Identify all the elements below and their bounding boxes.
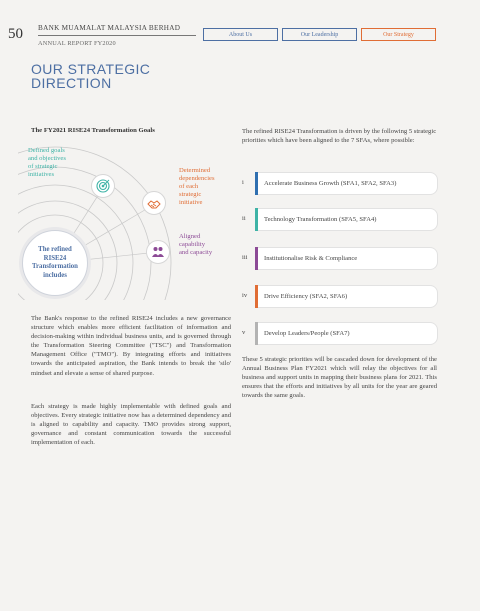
target-icon <box>91 174 115 198</box>
priority-item <box>242 285 437 308</box>
priority-item <box>242 322 437 345</box>
page-title <box>31 62 150 90</box>
section-heading: The FY2021 RISE24 Transformation Goals <box>31 127 155 134</box>
header-divider <box>38 35 196 36</box>
core-line: RISE24 <box>43 254 67 262</box>
priority-number: ii <box>242 215 246 222</box>
page-title-line2: DIRECTION <box>31 75 112 91</box>
priority-item <box>242 208 437 231</box>
governance-paragraph: The Bank's response to the refined RISE24 includes a new governance structure which enables more efficient facilitation of information and decision-making within individual business units, and is governed through the Transformation Steering Committee ("TSC") and Transformation Management Office ("TMO"). By integrating efforts and initiatives towards the anticipated aspiration, the Bank intends to break the 'silo' mindset and elevate a sense of shared purpose. <box>31 315 231 377</box>
nav-our-leadership[interactable]: Our Leadership <box>282 28 357 41</box>
label-line: Determined <box>179 167 211 174</box>
implementation-paragraph: Each strategy is made highly implementable with defined goals and objectives. Every strategic initiative now has a determined dependency and is aligned to capability and capacity. TMO provides strong support, governance and constant communication towards the successful implementation of each. <box>31 403 231 447</box>
label-aligned-capability <box>179 233 212 257</box>
priority-number: v <box>242 329 246 336</box>
priority-number: i <box>242 179 244 186</box>
label-line: initiatives <box>28 171 55 178</box>
label-line: Defined goals <box>28 147 65 154</box>
core-line: The refined <box>38 246 72 253</box>
priority-label: Accelerate Business Growth (SFA1, SFA2, SFA3) <box>258 172 438 195</box>
goals-diagram <box>18 140 228 300</box>
priority-label: Technology Transformation (SFA5, SFA4) <box>258 208 438 231</box>
label-determined-dependencies <box>179 167 215 207</box>
nav-about-us[interactable]: About Us <box>203 28 278 41</box>
page-title-line1: OUR STRATEGIC <box>31 61 151 77</box>
label-line: initiative <box>179 199 203 206</box>
diagram-core-circle <box>22 230 88 296</box>
handshake-icon <box>142 191 166 215</box>
bank-name: BANK MUAMALAT MALAYSIA BERHAD <box>38 24 181 32</box>
priority-number: iv <box>242 292 248 299</box>
priority-label: Develop Leaders/People (SFA7) <box>258 322 438 345</box>
page-number: 50 <box>8 26 23 42</box>
priority-label: Drive Efficiency (SFA2, SFA6) <box>258 285 438 308</box>
label-line: dependencies <box>179 175 215 182</box>
core-line: Transformation <box>32 263 78 270</box>
core-line: includes <box>43 271 67 279</box>
priority-item <box>242 172 437 195</box>
label-line: of strategic <box>28 163 58 170</box>
label-line: capability <box>179 241 205 248</box>
nav-our-strategy[interactable]: Our Strategy <box>361 28 436 41</box>
label-line: and objectives <box>28 155 66 162</box>
priorities-intro: The refined RISE24 Transformation is driven by the following 5 strategic priorities which have been aligned to the 7 SFAs, where possible: <box>242 128 437 144</box>
priority-number: iii <box>242 254 248 261</box>
cascade-paragraph: These 5 strategic priorities will be cascaded down for development of the Annual Business Plan FY2021 which will relay the objectives for all business and support units in mapping their business plans for 2021. This ensures that the efforts and initiatives by all units for the year are geared towards the same goals. <box>242 356 437 400</box>
priority-item <box>242 247 437 270</box>
label-line: and capacity <box>179 249 213 256</box>
label-line: strategic <box>179 191 202 198</box>
label-defined-goals <box>28 147 66 179</box>
label-line: Aligned <box>179 233 201 240</box>
people-icon <box>146 240 170 264</box>
report-name: ANNUAL REPORT FY2020 <box>38 40 116 47</box>
priority-label: Institutionalise Risk & Compliance <box>258 247 438 270</box>
label-line: of each <box>179 183 199 190</box>
